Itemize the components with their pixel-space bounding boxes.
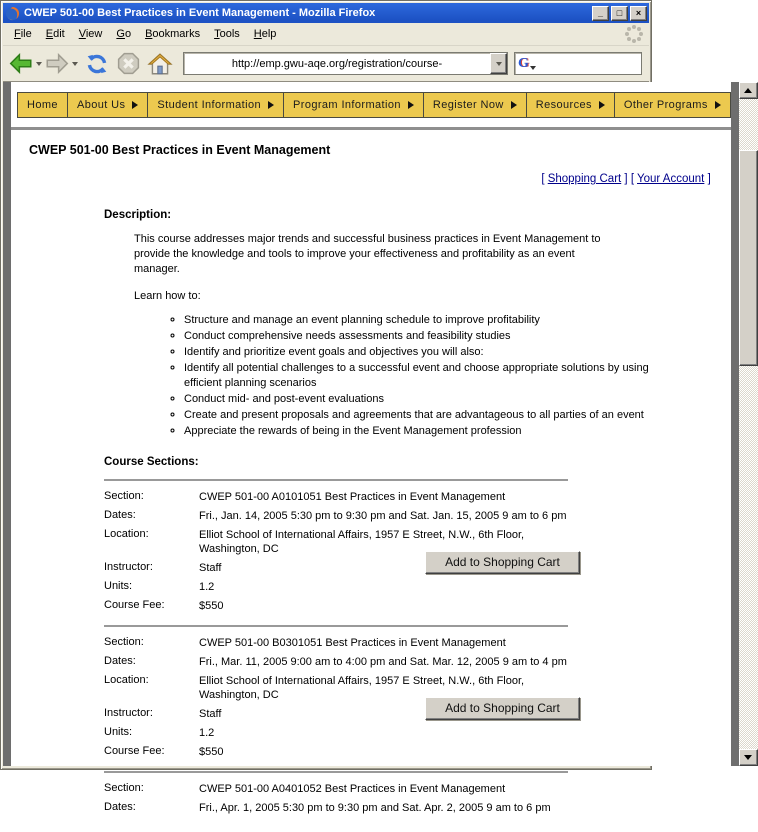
list-item: ◦ Identify and prioritize event goals and objectives you will also:: [184, 345, 659, 360]
course-section-block: [104, 479, 568, 625]
scrollbar-thumb[interactable]: [739, 150, 758, 366]
back-history-dropdown-icon[interactable]: [36, 62, 42, 66]
search-bar[interactable]: [514, 52, 642, 75]
row-label: Location:: [104, 674, 149, 686]
row-label: Dates:: [104, 801, 136, 813]
nav-item-resources[interactable]: Resources: [527, 93, 615, 117]
stop-icon: [116, 51, 141, 76]
section-location: Elliot School of International Affairs, 1957 E Street, N.W., 6th Floor, Washington, DC: [199, 529, 525, 555]
scroll-down-button[interactable]: [739, 749, 758, 766]
nav-item-student-information[interactable]: Student Information: [148, 93, 284, 117]
submenu-arrow-icon: [268, 101, 274, 109]
nav-item-home[interactable]: Home: [18, 93, 68, 117]
menu-item-help[interactable]: Help: [253, 28, 277, 40]
nav-item-about-us[interactable]: About Us: [68, 93, 148, 117]
url-dropdown-button[interactable]: [490, 53, 507, 74]
forward-arrow-icon: [44, 51, 70, 77]
row-label: Instructor:: [104, 561, 153, 573]
list-item: ◦ Conduct mid- and post-event evaluations: [184, 392, 659, 407]
url-input[interactable]: http://emp.gwu-aqe.org/registration/course-: [231, 57, 443, 70]
search-engine-dropdown-icon[interactable]: [530, 66, 536, 70]
account-links: [ Shopping Cart ] [ Your Account ]: [541, 173, 711, 185]
list-item: ◦ Structure and manage an event planning schedule to improve profitability: [184, 313, 659, 328]
reload-icon: [84, 51, 110, 77]
list-item: ◦ Conduct comprehensive needs assessments and feasibility studies: [184, 329, 659, 344]
menu-item-view[interactable]: View: [78, 28, 103, 40]
forward-button[interactable]: [44, 51, 78, 77]
window-title: CWEP 501-00 Best Practices in Event Management - Mozilla Firefox: [24, 7, 376, 19]
description-heading: Description:: [104, 209, 172, 221]
row-label: Section:: [104, 636, 144, 648]
reload-button[interactable]: [84, 51, 110, 77]
add-to-shopping-cart-button[interactable]: Add to Shopping Cart: [425, 697, 580, 720]
row-label: Dates:: [104, 655, 136, 667]
submenu-arrow-icon: [132, 101, 138, 109]
url-bar: [183, 52, 508, 75]
list-item: ◦ Appreciate the rewards of being in the Event Management profession: [184, 424, 659, 439]
nav-item-other-programs[interactable]: Other Programs: [615, 93, 730, 117]
home-icon: [147, 51, 173, 77]
section-units: 1.2: [199, 581, 215, 593]
forward-history-dropdown-icon[interactable]: [72, 62, 78, 66]
section-code: CWEP 501-00 A0101051 Best Practices in Event Management: [199, 491, 506, 503]
page-content: [11, 82, 731, 814]
row-label: Location:: [104, 528, 149, 540]
row-label: Units:: [104, 726, 133, 738]
page-title: CWEP 501-00 Best Practices in Event Management: [29, 143, 331, 157]
submenu-arrow-icon: [599, 101, 605, 109]
your-account-link[interactable]: Your Account: [637, 173, 705, 185]
row-label: Course Fee:: [104, 745, 165, 757]
back-arrow-icon: [8, 51, 34, 77]
back-button[interactable]: [8, 51, 42, 77]
submenu-arrow-icon: [408, 101, 414, 109]
row-label: Instructor:: [104, 707, 153, 719]
menu-item-tools[interactable]: Tools: [214, 28, 240, 40]
scroll-up-button[interactable]: [739, 82, 758, 99]
section-instructor: Staff: [199, 708, 222, 720]
page-right-border: [731, 82, 739, 766]
learning-objectives-list: [171, 313, 731, 439]
section-fee: $550: [199, 746, 224, 758]
course-section-block: [104, 771, 568, 832]
close-button[interactable]: ×: [630, 6, 647, 21]
add-to-shopping-cart-button[interactable]: Add to Shopping Cart: [425, 551, 580, 574]
menu-item-file[interactable]: File: [14, 28, 32, 40]
firefox-icon: [5, 6, 20, 21]
menu-bar: [3, 23, 649, 46]
nav-divider: [11, 127, 731, 130]
maximize-button[interactable]: □: [611, 6, 628, 21]
minimize-button[interactable]: _: [592, 6, 609, 21]
google-engine-icon[interactable]: G: [518, 55, 529, 71]
submenu-arrow-icon: [715, 101, 721, 109]
navigation-toolbar: [3, 46, 649, 82]
section-code: CWEP 501-00 B0301051 Best Practices in Event Management: [199, 637, 506, 649]
menu-item-go[interactable]: Go: [116, 28, 132, 40]
scroll-up-arrow-icon: [744, 88, 752, 93]
page-left-border: [3, 82, 11, 766]
section-code: CWEP 501-00 A0401052 Best Practices in Event Management: [199, 783, 506, 795]
section-fee: $550: [199, 600, 224, 612]
section-dates: Fri., Jan. 14, 2005 5:30 pm to 9:30 pm and Sat. Jan. 15, 2005 9 am to 6 pm: [199, 510, 567, 522]
row-label: Course Fee:: [104, 599, 165, 611]
page-viewport: [3, 82, 711, 814]
course-section-block: [104, 625, 568, 771]
section-location: Elliot School of International Affairs, 1957 E Street, N.W., 6th Floor, Washington, DC: [199, 675, 525, 701]
row-label: Section:: [104, 490, 144, 502]
section-instructor: Staff: [199, 562, 222, 574]
scroll-down-arrow-icon: [744, 755, 752, 760]
learn-how-to-intro: Learn how to:: [134, 290, 201, 302]
nav-item-program-information[interactable]: Program Information: [284, 93, 424, 117]
menu-item-edit[interactable]: Edit: [45, 28, 65, 40]
row-label: Dates:: [104, 509, 136, 521]
list-item: ◦ Identify all potential challenges to a successful event and choose appropriate solutions by using efficient planning scenarios: [184, 361, 659, 391]
list-item: ◦ Create and present proposals and agreements that are advantageous to all parties of an event: [184, 408, 659, 423]
vertical-scrollbar[interactable]: [739, 82, 758, 766]
submenu-arrow-icon: [511, 101, 517, 109]
site-navbar: [17, 92, 731, 118]
row-label: Section:: [104, 782, 144, 794]
section-dates: Fri., Apr. 1, 2005 5:30 pm to 9:30 pm and Sat. Apr. 2, 2005 9 am to 6 pm: [199, 802, 551, 814]
menu-item-bookmarks[interactable]: Bookmarks: [145, 28, 201, 40]
nav-item-register-now[interactable]: Register Now: [424, 93, 527, 117]
section-units: 1.2: [199, 727, 215, 739]
description-paragraph: This course addresses major trends and successful business practices in Event Management to provide the knowledge and tools to improve your effectiveness and profitability as an event manager.: [134, 233, 601, 275]
course-sections-heading: Course Sections:: [104, 456, 199, 468]
course-sections: [104, 479, 568, 832]
section-dates: Fri., Mar. 11, 2005 9:00 am to 4:00 pm and Sat. Mar. 12, 2005 9 am to 4 pm: [199, 656, 567, 668]
shopping-cart-link[interactable]: Shopping Cart: [547, 173, 622, 185]
home-button[interactable]: [147, 51, 173, 77]
throbber-icon: [623, 23, 645, 45]
title-bar: [3, 3, 649, 23]
stop-button[interactable]: [116, 51, 141, 76]
row-label: Units:: [104, 580, 133, 592]
